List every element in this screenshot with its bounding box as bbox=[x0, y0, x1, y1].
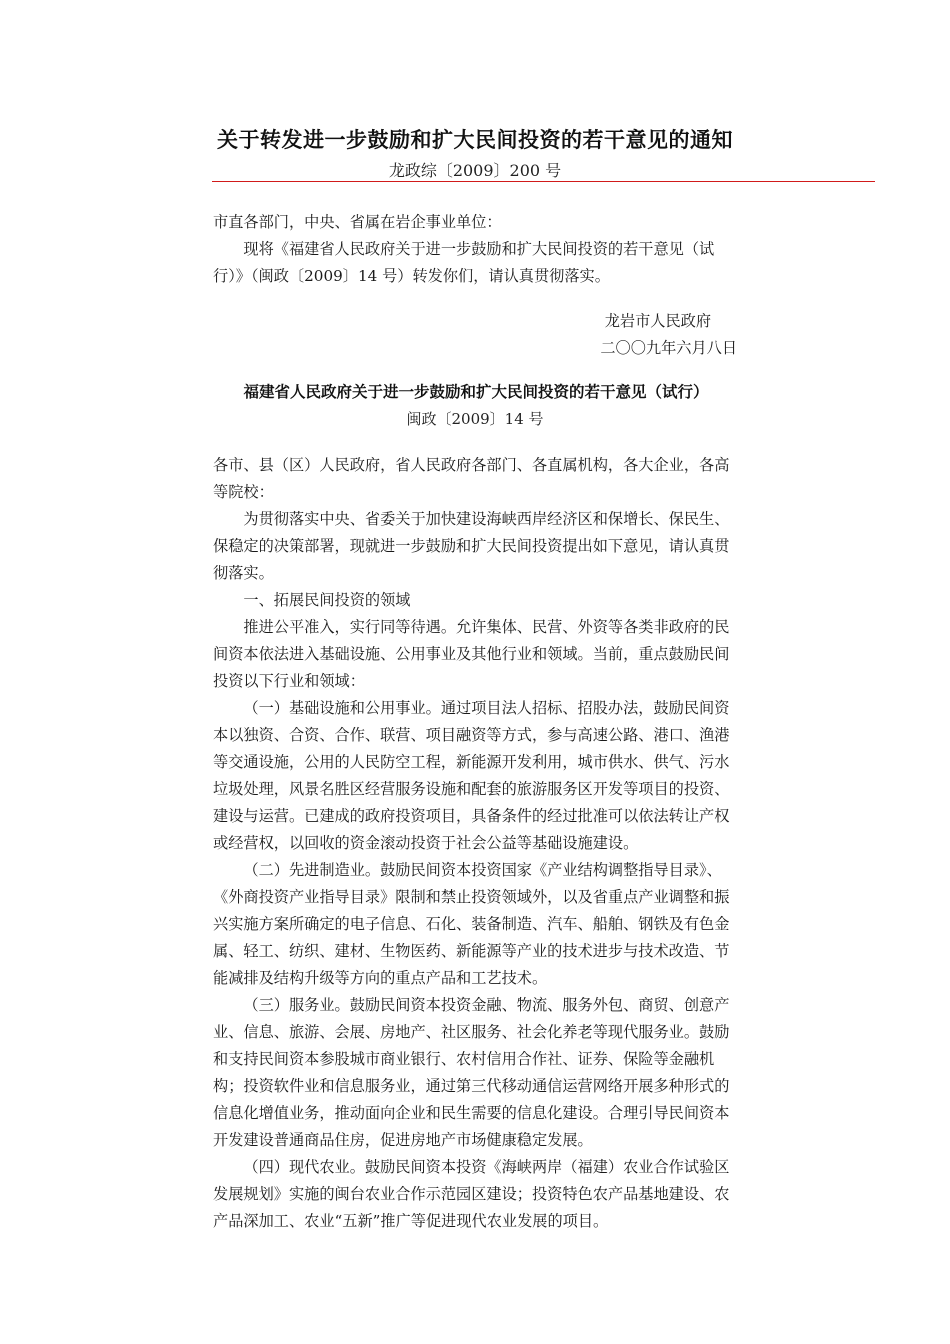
signature-date: 二〇〇九年六月八日 bbox=[600, 339, 737, 357]
item-manufacturing: （二）先进制造业。鼓励民间资本投资国家《产业结构调整指导目录》、《外商投资产业指导目录》限制和禁止投资领域外，以及省重点产业调整和振兴实施方案所确定的电子信息、石化、装备制造、汽车、船舶、钢铁及有色金属、轻工、纺织、建材、生物医药、新能源等产业的技术进步与技术改造、节能减排及结构升级等方向的重点产品和工艺技术。 bbox=[213, 861, 730, 987]
item-infrastructure: （一）基础设施和公用事业。通过项目法人招标、招股办法，鼓励民间资本以独资、合资、合作、联营、项目融资等方式，参与高速公路、港口、渔港等交通设施，公用的人民防空工程，新能源开发利用，城市供水、供气、污水垃圾处理，风景名胜区经营服务设施和配套的旅游服务区开发等项目的投资、建设与运营。已建成的政府投资项目，具备条件的经过批准可以依法转让产权或经营权，以回收的资金滚动投资于社会公益等基础设施建设。 bbox=[213, 699, 730, 852]
attachment-salutation: 各市、县（区）人民政府，省人民政府各部门、各直属机构，各大企业，各高等院校： bbox=[213, 456, 730, 501]
section-intro: 推进公平准入，实行同等待遇。允许集体、民营、外资等各类非政府的民间资本依法进入基础设施、公用事业及其他行业和领域。当前，重点鼓励民间投资以下行业和领域： bbox=[213, 618, 730, 690]
item-agriculture: （四）现代农业。鼓励民间资本投资《海峡两岸（福建）农业合作试验区发展规划》实施的闽台农业合作示范园区建设；投资特色农产品基地建设、农产品深加工、农业“五新”推广等促进现代农业发展的项目。 bbox=[213, 1158, 730, 1230]
notice-body bbox=[213, 209, 743, 290]
item-services: （三）服务业。鼓励民间资本投资金融、物流、服务外包、商贸、创意产业、信息、旅游、会展、房地产、社区服务、社会化养老等现代服务业。鼓励和支持民间资本参股城市商业银行、农村信用合作社、证券、保险等金融机构；投资软件业和信息服务业，通过第三代移动通信运营网络开展多种形式的信息化增值业务，推动面向企业和民生需要的信息化建设。合理引导民间资本开发建设普通商品住房，促进房地产市场健康稳定发展。 bbox=[213, 996, 730, 1149]
section-heading: 一、拓展民间投资的领域 bbox=[243, 591, 411, 609]
notice-signature bbox=[213, 308, 743, 362]
attachment-body bbox=[213, 452, 743, 1235]
notice-salutation: 市直各部门，中央、省属在岩企事业单位： bbox=[213, 213, 502, 231]
notice-paragraph: 现将《福建省人民政府关于进一步鼓励和扩大民间投资的若干意见（试行）》（闽政〔2009〕14 号）转发你们，请认真贯彻落实。 bbox=[213, 240, 715, 285]
attachment-title: 福建省人民政府关于进一步鼓励和扩大民间投资的若干意见（试行） bbox=[243, 383, 709, 401]
signer-name: 龙岩市人民政府 bbox=[604, 312, 711, 330]
attachment-intro: 为贯彻落实中央、省委关于加快建设海峡西岸经济区和保增长、保民生、保稳定的决策部署，现就进一步鼓励和扩大民间投资提出如下意见，请认真贯彻落实。 bbox=[213, 510, 730, 582]
red-header-rule bbox=[212, 181, 875, 182]
document-number: 龙政综〔2009〕200 号 bbox=[388, 161, 562, 180]
attachment-number: 闽政〔2009〕14 号 bbox=[406, 410, 544, 428]
document-title: 关于转发进一步鼓励和扩大民间投资的若干意见的通知 bbox=[217, 128, 733, 152]
